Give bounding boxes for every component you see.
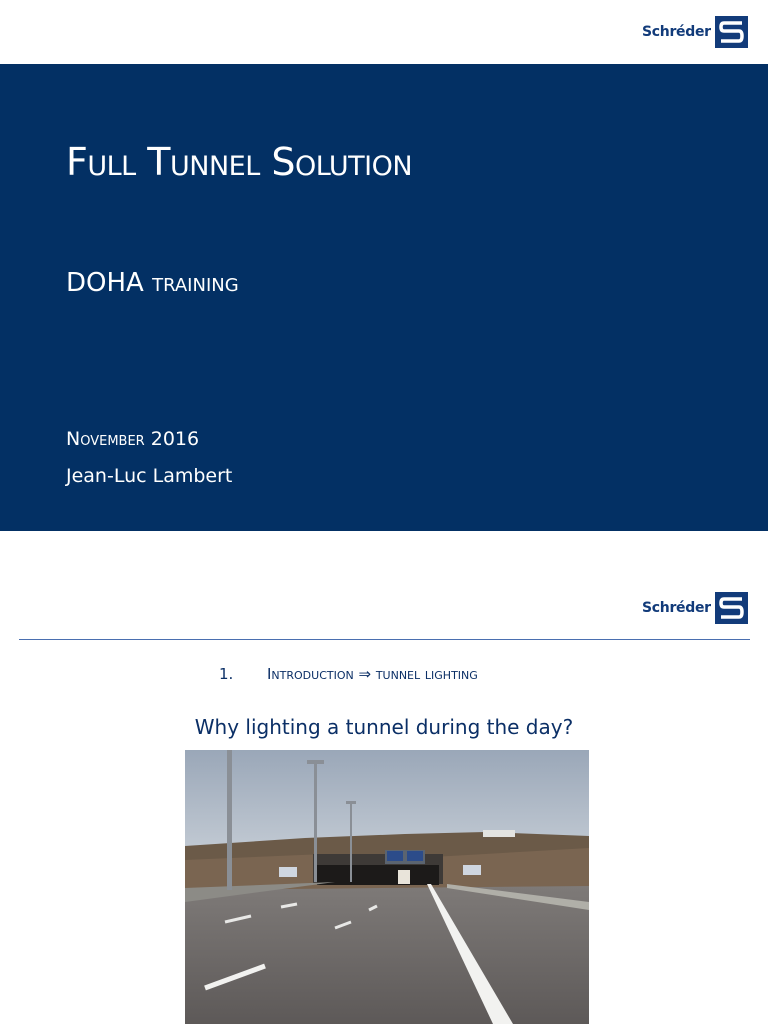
tunnel-photo-illustration [185, 750, 589, 1024]
schreder-logo [642, 592, 748, 624]
highway-tunnel-photo [185, 750, 589, 1024]
logo-wordmark: Schréder [642, 600, 711, 616]
logo-s-icon [715, 592, 748, 624]
slide-question: Why lighting a tunnel during the day? [194, 715, 574, 739]
section-title: Introduction ⇒ tunnel lighting [267, 665, 478, 683]
title-band [0, 64, 768, 531]
presentation-subtitle: DOHA training [66, 268, 239, 298]
presentation-date: November 2016 [66, 428, 200, 450]
presentation-title: Full Tunnel Solution [66, 140, 413, 184]
logo-s-icon [715, 16, 748, 48]
section-slide [0, 531, 768, 1024]
section-number: 1. [219, 665, 234, 683]
schreder-logo [642, 16, 748, 48]
presentation-author: Jean-Luc Lambert [66, 465, 233, 487]
logo-wordmark: Schréder [642, 24, 711, 40]
section-heading [219, 665, 478, 683]
header-rule [19, 639, 750, 640]
